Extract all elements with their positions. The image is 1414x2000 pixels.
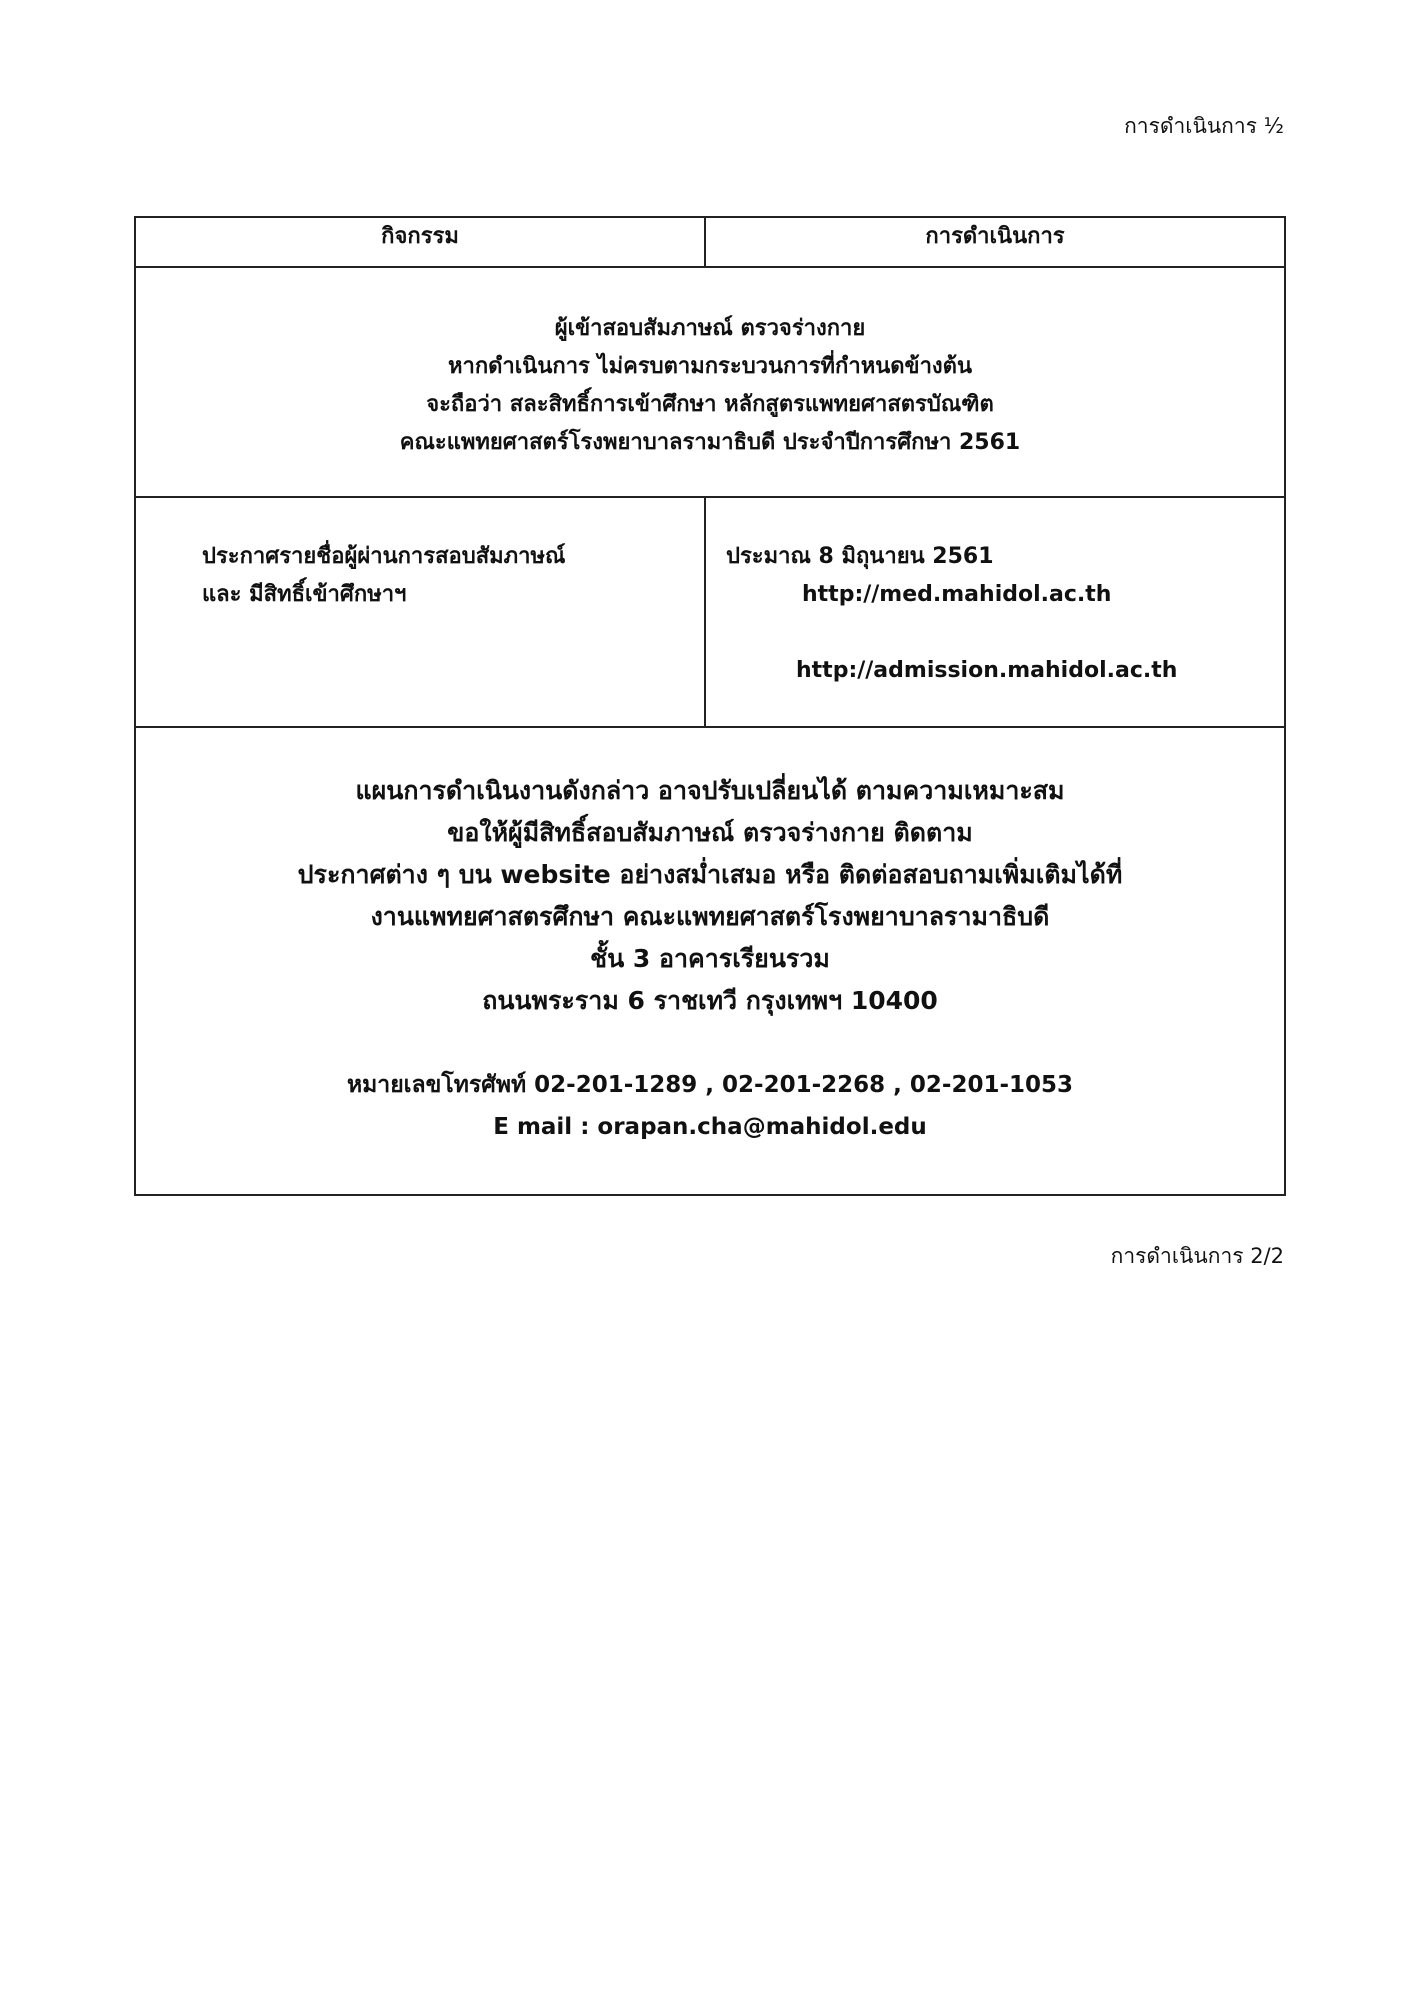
plan-cell	[135, 727, 1285, 1195]
header-activity: กิจกรรม	[135, 217, 705, 267]
forfeit-notice	[136, 268, 1284, 462]
plan-line: ขอให้ผู้มีสิทธิ์สอบสัมภาษณ์ ตรวจร่างกาย ติดตาม	[447, 818, 973, 847]
med-url-link[interactable]: http://med.mahidol.ac.th	[802, 582, 1112, 607]
contact-info	[136, 1064, 1284, 1148]
page-label-top: การดำเนินการ ½	[1124, 114, 1284, 138]
announcement-row	[135, 497, 1285, 727]
notice-row	[135, 267, 1285, 497]
notice-line: หากดำเนินการ ไม่ครบตามกระบวนการที่กำหนดข้างต้น	[447, 354, 973, 379]
plan-line: ประกาศต่าง ๆ บน website อย่างสม่ำเสมอ หรือ ติดต่อสอบถามเพิ่มเติมได้ที่	[297, 860, 1123, 889]
plan-line: ชั้น 3 อาคารเรียนรวม	[590, 944, 830, 973]
announcement-action-cell	[705, 497, 1285, 727]
header-action: การดำเนินการ	[705, 217, 1285, 267]
table-header-row	[135, 217, 1285, 267]
page-label-bottom: การดำเนินการ 2/2	[1110, 1244, 1284, 1268]
schedule-table	[134, 216, 1286, 1196]
notice-line: ผู้เข้าสอบสัมภาษณ์ ตรวจร่างกาย	[554, 316, 866, 341]
announcement-activity-cell	[135, 497, 705, 727]
plan-line: ถนนพระราม 6 ราชเทวี กรุงเทพฯ 10400	[482, 986, 938, 1015]
notice-line: จะถือว่า สละสิทธิ์การเข้าศึกษา หลักสูตรแพทยศาสตรบัณฑิต	[426, 392, 994, 417]
plan-line: แผนการดำเนินงานดังกล่าว อาจปรับเปลี่ยนได้ ตามความเหมาะสม	[355, 776, 1065, 805]
email-address[interactable]: E mail : orapan.cha@mahidol.edu	[493, 1114, 927, 1140]
plan-line: งานแพทยศาสตรศึกษา คณะแพทยศาสตร์โรงพยาบาลรามาธิบดี	[370, 902, 1050, 931]
plan-notice	[136, 728, 1284, 1022]
announcement-date: ประมาณ 8 มิถุนายน 2561	[726, 544, 994, 569]
notice-cell	[135, 267, 1285, 497]
activity-line: และ มีสิทธิ์เข้าศึกษาฯ	[202, 582, 407, 607]
plan-row	[135, 727, 1285, 1195]
phone-numbers: หมายเลขโทรศัพท์ 02-201-1289 , 02-201-2268 , 02-201-1053	[346, 1072, 1074, 1098]
activity-line: ประกาศรายชื่อผู้ผ่านการสอบสัมภาษณ์	[202, 544, 566, 569]
admission-url-link[interactable]: http://admission.mahidol.ac.th	[796, 658, 1178, 683]
notice-line: คณะแพทยศาสตร์โรงพยาบาลรามาธิบดี ประจำปีการศึกษา 2561	[399, 430, 1021, 455]
